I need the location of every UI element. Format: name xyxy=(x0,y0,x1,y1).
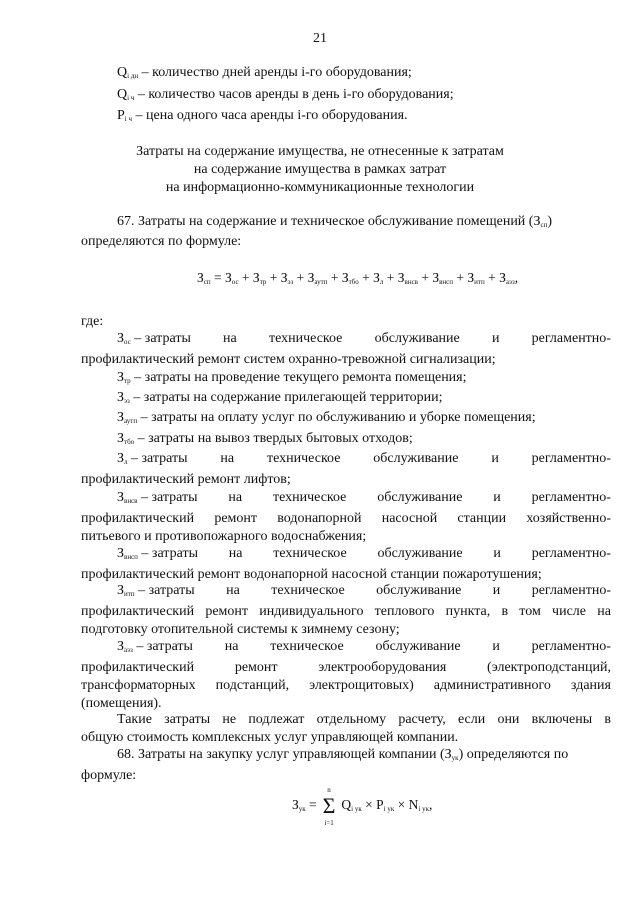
formula-subscript: аэз xyxy=(505,278,515,286)
formula-term: З xyxy=(341,270,349,285)
formula-subscript: внсп xyxy=(439,278,454,286)
formula-symbol: З xyxy=(292,797,299,813)
definition-text: профилактический ремонт систем охранно-тревожной сигнализации; xyxy=(81,352,496,367)
word: Такие xyxy=(117,712,152,727)
word: ремонт xyxy=(214,511,258,526)
formula-term: З xyxy=(467,270,475,285)
var-q-hours xyxy=(117,86,454,107)
formula-subscript: л xyxy=(379,278,384,286)
formula-symbol: З xyxy=(117,331,125,346)
word: расчету, xyxy=(398,712,446,727)
formula-subscript: i ук xyxy=(383,805,395,814)
formula-subscript: внсв xyxy=(404,278,418,286)
formula-subscript: тбо xyxy=(348,278,359,286)
definition-itp xyxy=(81,582,611,639)
formula-symbol: З xyxy=(117,546,125,561)
word: подстанций, xyxy=(215,678,290,693)
definition-text: профилактический ремонт водонапорной насосной станции пожаротушения; xyxy=(81,567,542,582)
paragraph-text: ) xyxy=(547,214,553,229)
formula-subscript: сп xyxy=(203,278,211,286)
definition-text: – затраты на содержание прилегающей территории; xyxy=(133,390,443,405)
formula-subscript: внсв xyxy=(124,497,138,505)
word: на xyxy=(597,604,611,619)
word: на xyxy=(220,451,235,466)
word: регламентно- xyxy=(531,546,611,561)
var-description: – количество часов аренды в день i-го оборудования; xyxy=(137,87,454,102)
word: числе xyxy=(552,604,586,619)
formula-term: З xyxy=(432,270,440,285)
formula-subscript: аутп xyxy=(314,278,328,286)
var-subscript: i ч xyxy=(124,115,133,123)
formula-subscript: эз xyxy=(124,397,130,405)
formula-term: N xyxy=(408,797,419,813)
formula-subscript: ук xyxy=(298,805,306,814)
formula-subscript: итп xyxy=(124,590,135,598)
formula-subscript: тр xyxy=(259,278,267,286)
word: обслуживание xyxy=(377,490,463,505)
word: обслуживание xyxy=(374,331,460,346)
formula-symbol: З xyxy=(444,747,452,762)
definition-text: подготовку отопительной системы к зимнему сезону; xyxy=(81,622,400,637)
formula-subscript: i ук xyxy=(418,805,430,814)
paragraph-text: ) определяются по xyxy=(458,747,569,762)
section-heading-line: на информационно-коммуникационные технологии xyxy=(165,180,475,195)
definition-text: – затраты на вывоз твердых бытовых отходов; xyxy=(137,431,413,446)
formula-subscript: ос xyxy=(231,278,239,286)
word: теплового xyxy=(374,604,435,619)
formula-symbol: З xyxy=(197,270,204,285)
formula-symbol: З xyxy=(117,490,125,505)
word: в xyxy=(604,712,611,727)
formula-symbol: З xyxy=(117,583,125,598)
word: и xyxy=(492,639,500,654)
formula-subscript: внсп xyxy=(124,553,138,561)
formula-term: З xyxy=(397,270,405,285)
formula-subscript: ос xyxy=(124,338,131,346)
definition-vnsp xyxy=(81,545,611,584)
word: профилактический xyxy=(81,511,195,526)
section-heading-line: на содержание имущества в рамках затрат xyxy=(193,162,447,177)
formula-symbol: З xyxy=(533,214,541,229)
definition-text: питьевого и противопожарного водоснабжения; xyxy=(81,529,367,544)
word: хозяйственно- xyxy=(526,511,611,526)
definition-text: (помещения). xyxy=(81,696,162,711)
formula-subscript: ук xyxy=(451,754,459,762)
var-description: – количество дней аренды i-го оборудования; xyxy=(141,65,412,80)
word: электрощитовых) xyxy=(309,678,414,693)
definition-tbo xyxy=(117,430,413,451)
word: не xyxy=(222,712,237,727)
definition-ez xyxy=(117,389,443,410)
definition-l xyxy=(81,450,611,489)
word: – затраты xyxy=(140,490,198,505)
word: отдельному xyxy=(316,712,387,727)
formula-punct: , xyxy=(429,797,433,813)
word: обслуживание xyxy=(376,583,462,598)
word: индивидуального xyxy=(259,604,364,619)
word: и xyxy=(491,331,500,346)
formula-subscript: л xyxy=(124,458,128,466)
paragraph-67-cont: определяются по формуле: xyxy=(81,234,242,249)
word: обслуживание xyxy=(375,639,461,654)
word: – затраты xyxy=(141,546,198,561)
var-q-days xyxy=(117,64,412,85)
sum-upper-limit: n xyxy=(327,786,331,794)
formula-subscript: аэз xyxy=(124,646,133,654)
formula-term: З xyxy=(280,270,288,285)
sum-operator xyxy=(320,786,338,827)
word: ремонт xyxy=(205,604,248,619)
var-symbol: Q xyxy=(117,87,128,102)
page-number: 21 xyxy=(313,31,327,46)
word: водонапорной xyxy=(277,511,362,526)
formula-67: $З_{сп} = З_{ос} + З_{тр} + З_{эз} + З_{аутп} + З_{тбо} + З_л + З_{внсв} + З_{внсп} + З_{итп} + З_{аэз}$, xyxy=(197,270,519,286)
word: на xyxy=(228,546,243,561)
word: – затраты xyxy=(138,583,195,598)
definition-vnsv xyxy=(81,489,611,546)
word: регламентно- xyxy=(531,583,611,598)
formula-symbol: З xyxy=(117,410,125,425)
word: в xyxy=(501,604,509,619)
definition-text: профилактический ремонт лифтов; xyxy=(81,472,291,487)
word: техническое xyxy=(267,451,341,466)
paragraph-text: 67. Затраты на содержание и техническое обслуживание помещений ( xyxy=(117,214,534,229)
definition-tr xyxy=(117,369,467,390)
formula-term: З xyxy=(225,270,232,285)
word: затраты xyxy=(164,712,211,727)
formula-subscript: i ук xyxy=(351,805,362,814)
word: насосной xyxy=(381,511,438,526)
formula-symbol: З xyxy=(117,370,125,385)
word: регламентно- xyxy=(531,331,611,346)
word: техническое xyxy=(273,546,347,561)
word: административного xyxy=(433,678,551,693)
word: электрооборудования xyxy=(318,660,447,675)
word: станции xyxy=(457,511,507,526)
word: включены xyxy=(531,712,593,727)
word: подлежат xyxy=(248,712,305,727)
word: техническое xyxy=(271,583,345,598)
formula-subscript: сп xyxy=(540,221,548,229)
word: техническое xyxy=(272,490,347,505)
word: обслуживание xyxy=(377,546,463,561)
word: на xyxy=(228,490,243,505)
word: регламентно- xyxy=(531,451,611,466)
var-p-hour xyxy=(117,107,408,128)
word: (электроподстанций, xyxy=(487,660,611,675)
var-symbol: Q xyxy=(117,65,128,80)
formula-symbol: З xyxy=(117,451,125,466)
word: – затраты xyxy=(134,331,191,346)
formula-term: P xyxy=(376,797,384,813)
formula-symbol: З xyxy=(117,431,125,446)
word: на xyxy=(226,583,240,598)
formula-subscript: аутп xyxy=(124,417,138,425)
word: и xyxy=(493,546,501,561)
word: профилактический xyxy=(81,660,195,675)
word: на xyxy=(223,331,237,346)
var-subscript: i дн xyxy=(127,72,139,80)
formula-subscript: тбо xyxy=(124,438,135,446)
word: регламентно- xyxy=(531,490,611,505)
word: – затраты xyxy=(131,451,188,466)
formula-term: З xyxy=(373,270,380,285)
formula-punct: , xyxy=(514,270,519,285)
word: ремонт xyxy=(234,660,278,675)
word: и xyxy=(491,451,499,466)
word: том xyxy=(519,604,541,619)
var-description: – цена одного часа аренды i-го оборудования. xyxy=(135,108,408,123)
word: профилактический xyxy=(81,604,195,619)
formula-symbol: З xyxy=(117,390,125,405)
word: техническое xyxy=(268,331,343,346)
word: и xyxy=(493,490,501,505)
var-subscript: i ч xyxy=(127,94,135,102)
word: они xyxy=(497,712,520,727)
paragraph-text: 68. Затраты на закупку услуг управляющей компании ( xyxy=(117,747,445,762)
formula-subscript: тр xyxy=(124,377,131,385)
note-text: общую стоимость комплексных услуг управляющей компании. xyxy=(81,730,459,745)
word: техническое xyxy=(270,639,344,654)
definition-text: – затраты на оплату услуг по обслуживанию и уборке помещения; xyxy=(140,410,536,425)
word: – затраты xyxy=(136,639,193,654)
definition-aez xyxy=(81,638,611,713)
paragraph-67 xyxy=(117,213,552,234)
definition-autp xyxy=(117,409,536,430)
word: обслуживание xyxy=(373,451,459,466)
paragraph-68 xyxy=(117,746,568,767)
word: трансформаторных xyxy=(81,678,196,693)
word: пункта, xyxy=(445,604,491,619)
note-paragraph xyxy=(81,711,611,747)
formula-term: З xyxy=(499,270,506,285)
formula-term: З xyxy=(307,270,315,285)
definition-os xyxy=(81,330,611,369)
formula-term: Q xyxy=(341,797,352,813)
word: здания xyxy=(570,678,611,693)
sigma-icon: Σ xyxy=(322,793,336,818)
section-heading-line: Затраты на содержание имущества, не отнесенные к затратам xyxy=(136,144,504,159)
word: если xyxy=(457,712,486,727)
formula-term: З xyxy=(252,270,260,285)
sum-lower-limit: i=1 xyxy=(324,819,334,827)
word: регламентно- xyxy=(531,639,611,654)
formula-symbol: З xyxy=(117,639,125,654)
paragraph-68-cont: формуле: xyxy=(81,768,137,783)
formula-68: $З_{ук}$ = n Σ i=1 $Q_{i ук} \times P_{i ук} \times N_{i ук}$, xyxy=(292,786,433,827)
definition-text: – затраты на проведение текущего ремонта помещения; xyxy=(134,370,467,385)
word: на xyxy=(224,639,239,654)
formula-subscript: итп xyxy=(474,278,485,286)
formula-subscript: эз xyxy=(287,278,294,286)
var-symbol: P xyxy=(117,108,125,123)
word: и xyxy=(492,583,501,598)
gde-label: где: xyxy=(81,314,104,329)
